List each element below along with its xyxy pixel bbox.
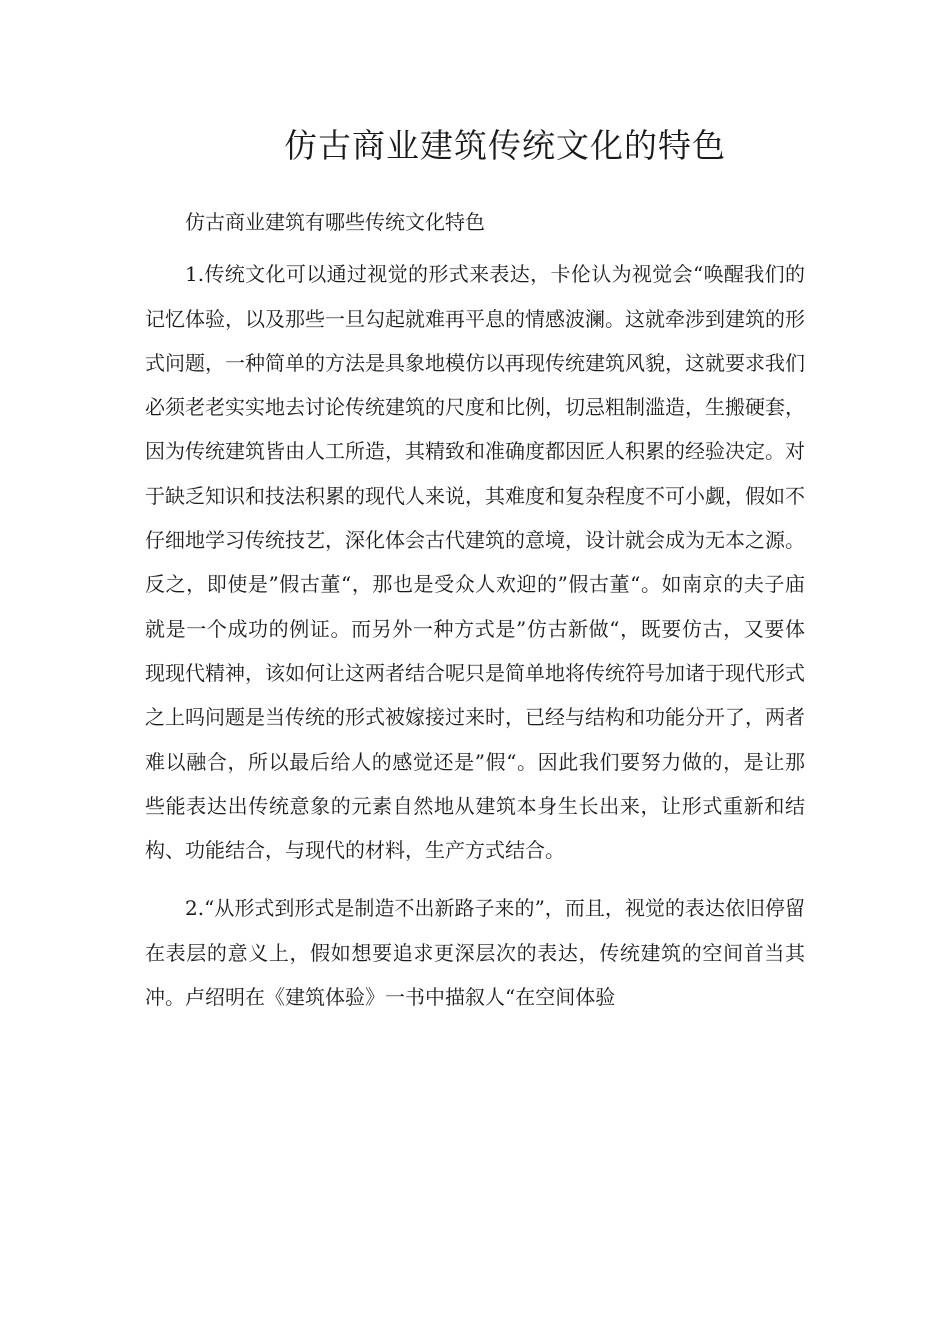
document-title: 仿古商业建筑传统文化的特色 [284, 126, 726, 165]
paragraph-1: 1.传统文化可以通过视觉的形式来表达，卡伦认为视觉会“唤醒我们的记忆体验，以及那些一旦勾起就难再平息的情感波澜。这就牵涉到建筑的形式问题，一种简单的方法是具象地模仿以再现传统建筑风貌，这就要求我们必须老老实实地去讨论传统建筑的尺度和比例，切忌粗制滥造，生搬硬套，因为传统建筑皆由人工所造，其精致和准确度都因匠人积累的经验决定。对于缺乏知识和技法积累的现代人来说，其难度和复杂程度不可小觑，假如不仔细地学习传统技艺，深化体会古代建筑的意境，设计就会成为无本之源。反之，即使是”假古董“，那也是受众人欢迎的”假古董“。如南京的夫子庙就是一个成功的例证。而另外一种方式是”仿古新做“，既要仿古，又要体现现代精神，该如何让这两者结合呢只是简单地将传统符号加诸于现代形式之上吗问题是当传统的形式被嫁接过来时，已经与结构和功能分开了，两者难以融合，所以最后给人的感觉还是”假“。因此我们要努力做的，是让那些能表达出传统意象的元素自然地从建筑本身生长出来，让形式重新和结构、功能结合，与现代的材料，生产方式结合。 [145, 262, 805, 863]
paragraph-2: 2.“从形式到形式是制造不出新路子来的”，而且，视觉的表达依旧停留在表层的意义上，假如想要追求更深层次的表达，传统建筑的空间首当其冲。卢绍明在《建筑体验》一书中描叙人“在空间体验 [145, 896, 805, 1010]
document-body [145, 200, 805, 1033]
paragraph-subtitle: 仿古商业建筑有哪些传统文化特色 [185, 210, 485, 234]
